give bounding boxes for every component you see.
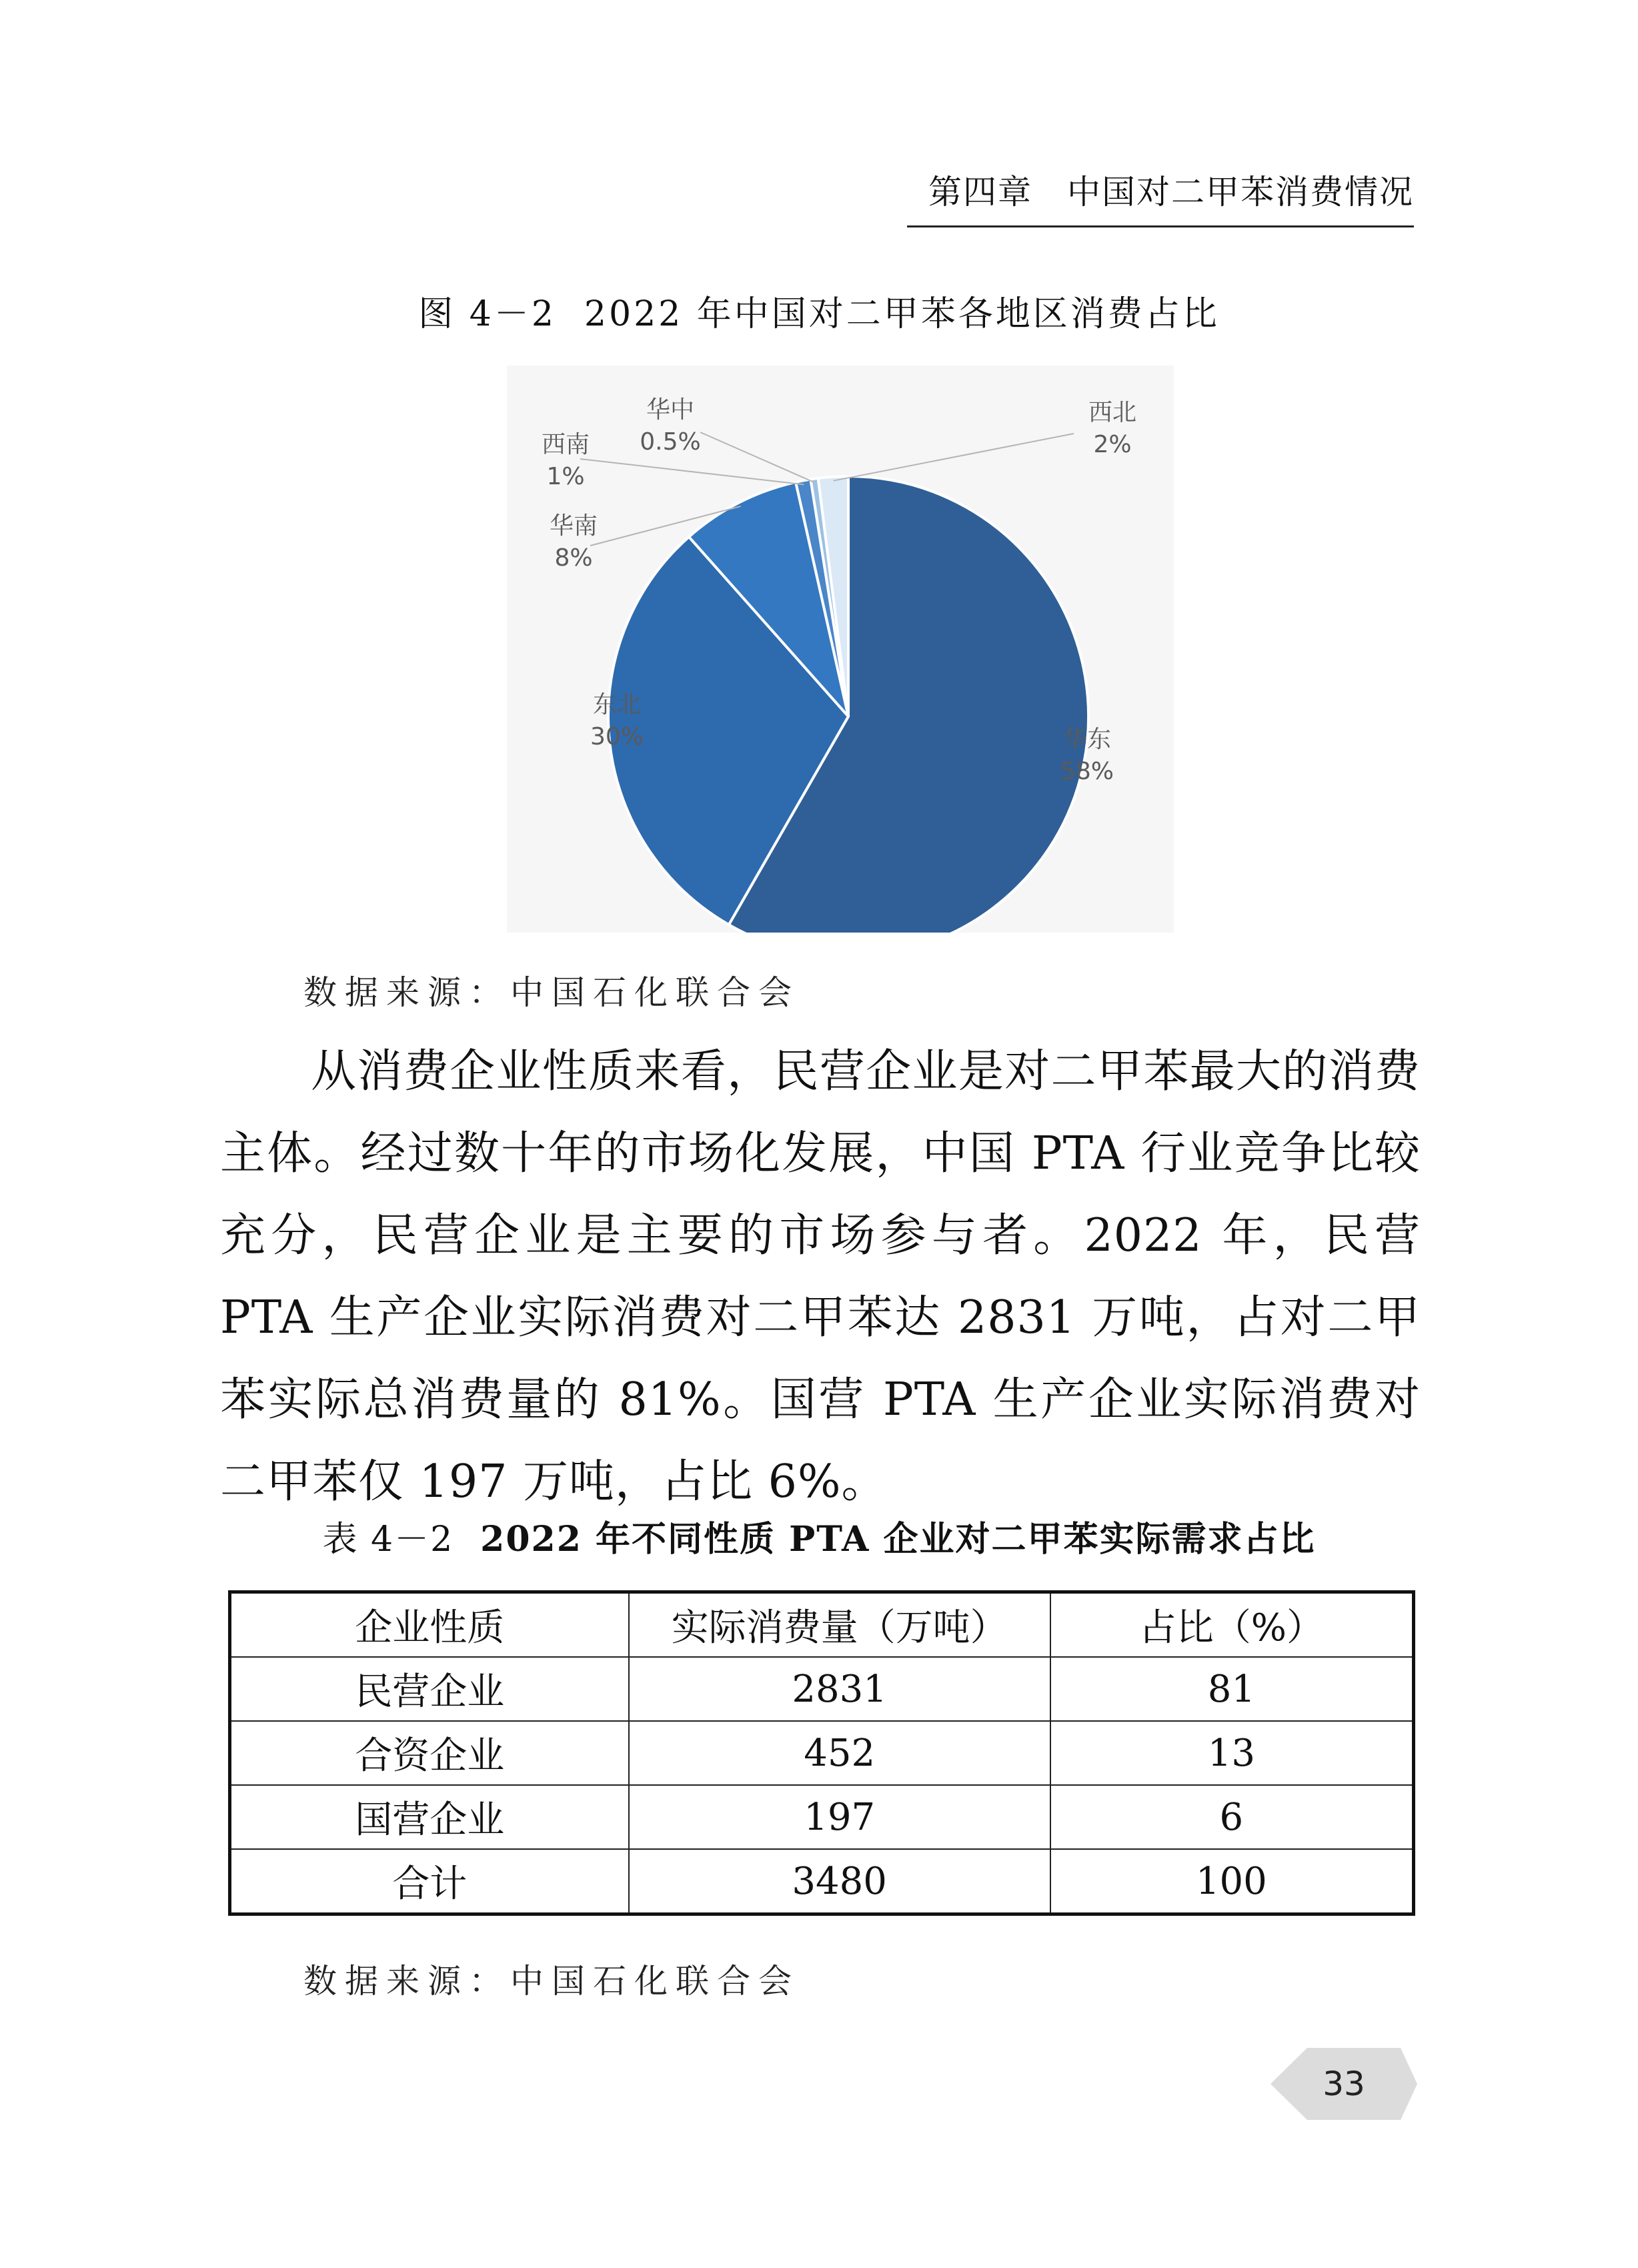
column-header-consumption: 实际消费量（万吨） xyxy=(629,1592,1050,1658)
pie-chart xyxy=(507,366,1174,933)
table-cell: 452 xyxy=(629,1721,1050,1785)
figure-source: 数据来源：中国石化联合会 xyxy=(303,973,800,1012)
figure-caption xyxy=(0,286,1638,336)
table-cell: 100 xyxy=(1050,1849,1414,1914)
table-row xyxy=(230,1721,1414,1785)
slice-name-label: 西北 xyxy=(1088,399,1137,426)
table-row xyxy=(230,1785,1414,1849)
table-cell: 197 xyxy=(629,1785,1050,1849)
table-cell: 13 xyxy=(1050,1721,1414,1785)
table-total-row xyxy=(230,1849,1414,1914)
figure-number: 图 4－2 xyxy=(418,294,556,334)
table-cell: 2831 xyxy=(629,1657,1050,1721)
page-number: 33 xyxy=(1323,2065,1365,2103)
data-table xyxy=(228,1590,1415,1916)
table-cell: 81 xyxy=(1050,1657,1414,1721)
table-cell: 6 xyxy=(1050,1785,1414,1849)
slice-value-label: 2% xyxy=(1093,431,1132,458)
table-cell: 国营企业 xyxy=(230,1785,629,1849)
slice-value-label: 1% xyxy=(546,463,585,490)
leader-line xyxy=(834,434,1074,481)
slice-name-label: 东北 xyxy=(592,691,642,718)
slice-name-label: 华东 xyxy=(1062,726,1112,753)
table-cell: 民营企业 xyxy=(230,1657,629,1721)
figure-title: 2022 年中国对二甲苯各地区消费占比 xyxy=(584,294,1220,334)
slice-value-label: 30% xyxy=(590,723,644,750)
table-title: 2022 年不同性质 PTA 企业对二甲苯实际需求占比 xyxy=(480,1519,1316,1560)
table-header-row xyxy=(230,1592,1414,1658)
table-caption xyxy=(0,1511,1638,1561)
slice-name-label: 华南 xyxy=(549,512,598,540)
slice-name-label: 华中 xyxy=(646,396,695,424)
table-cell: 3480 xyxy=(629,1849,1050,1914)
table-number: 表 4－2 xyxy=(322,1520,454,1560)
body-text xyxy=(220,1031,1421,1523)
slice-value-label: 58% xyxy=(1060,758,1114,785)
slice-name-label: 西南 xyxy=(541,431,590,458)
column-header-nature: 企业性质 xyxy=(230,1592,629,1658)
running-header: 第四章 中国对二甲苯消费情况 xyxy=(907,165,1414,227)
table-cell: 合计 xyxy=(230,1849,629,1914)
table-cell: 合资企业 xyxy=(230,1721,629,1785)
pie-chart-area xyxy=(507,366,1174,933)
column-header-share: 占比（%） xyxy=(1050,1592,1414,1658)
body-paragraph: 从消费企业性质来看，民营企业是对二甲苯最大的消费主体。经过数十年的市场化发展，中国 PTA 行业竞争比较充分，民营企业是主要的市场参与者。2022 年，民营 PTA 生产企业实际消费对二甲苯达 2831 万吨，占对二甲苯实际总消费量的 81%。国营 PTA 生产企业实际消费对二甲苯仅 197 万吨，占比 6%。 xyxy=(220,1045,1421,1508)
page-number-badge xyxy=(1271,2043,1417,2125)
table-row xyxy=(230,1657,1414,1721)
table-source: 数据来源：中国石化联合会 xyxy=(303,1962,800,2001)
slice-value-label: 0.5% xyxy=(640,428,701,456)
slice-value-label: 8% xyxy=(554,544,593,572)
